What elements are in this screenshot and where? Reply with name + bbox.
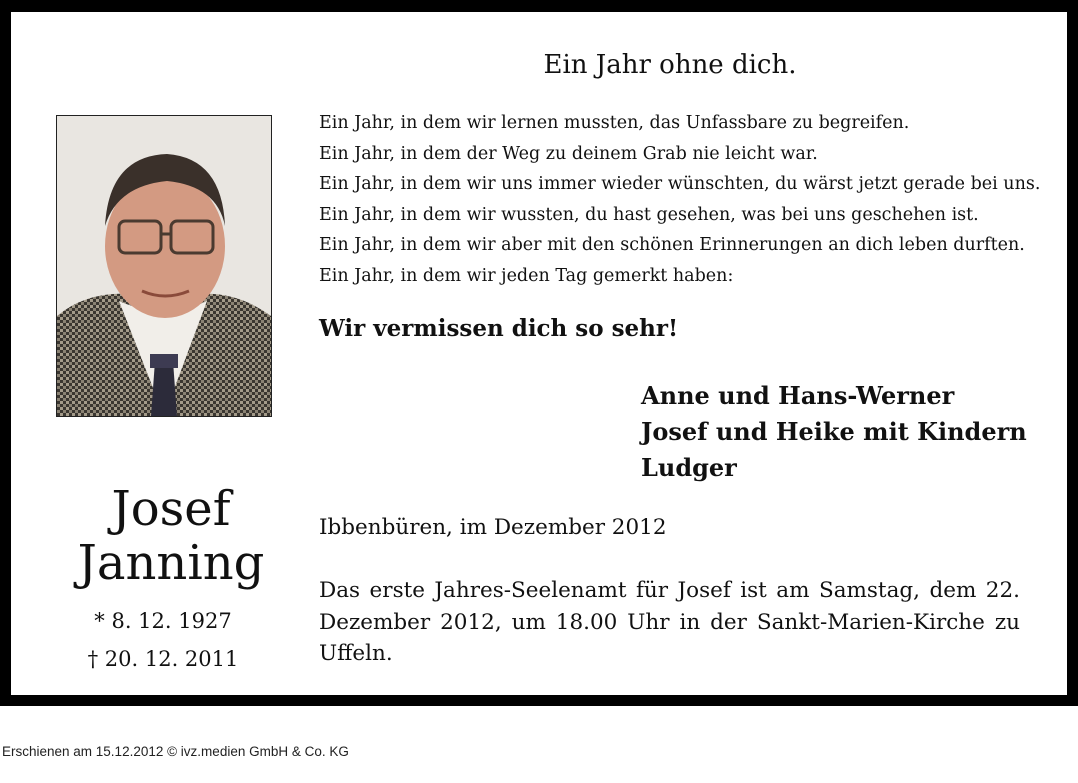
signers-list [641, 378, 1027, 486]
poem-line: Ein Jahr, in dem wir uns immer wieder wünschten, du wärst jetzt gerade bei uns. [319, 174, 1041, 194]
obituary-card [11, 12, 1067, 695]
memorial-notice: Das erste Jahres-Seelenamt für Josef ist am Samstag, dem 22. Dezember 2012, um 18.00 Uhr in der Sankt-Marien-Kirche zu Uffeln. [319, 578, 1020, 666]
publication-footer: Erschienen am 15.12.2012 © ivz.medien GmbH & Co. KG [2, 744, 349, 759]
emphasis-line: Wir vermissen dich so sehr! [319, 315, 679, 342]
poem-line: Ein Jahr, in dem der Weg zu deinem Grab nie leicht war. [319, 143, 818, 164]
last-name: Janning [77, 535, 265, 591]
signer: Anne und Hans-Werner [641, 381, 955, 410]
portrait-photo [56, 115, 272, 417]
death-date: † 20. 12. 2011 [87, 647, 239, 671]
poem-line: Ein Jahr, in dem wir jeden Tag gemerkt haben: [319, 265, 734, 286]
birth-date: * 8. 12. 1927 [94, 609, 232, 633]
signer: Josef und Heike mit Kindern [641, 417, 1027, 446]
poem-line: Ein Jahr, in dem wir wussten, du hast gesehen, was bei uns geschehen ist. [319, 204, 979, 225]
place-date: Ibbenbüren, im Dezember 2012 [319, 515, 667, 540]
signer: Ludger [641, 453, 737, 482]
deceased-name [41, 482, 301, 590]
poem [319, 108, 1049, 291]
obituary-heading: Ein Jahr ohne dich. [543, 50, 797, 80]
poem-line: Ein Jahr, in dem wir aber mit den schönen Erinnerungen an dich leben durften. [319, 235, 1025, 255]
first-name: Josef [111, 481, 231, 537]
life-dates [56, 602, 270, 678]
poem-line: Ein Jahr, in dem wir lernen mussten, das Unfassbare zu begreifen. [319, 113, 910, 133]
